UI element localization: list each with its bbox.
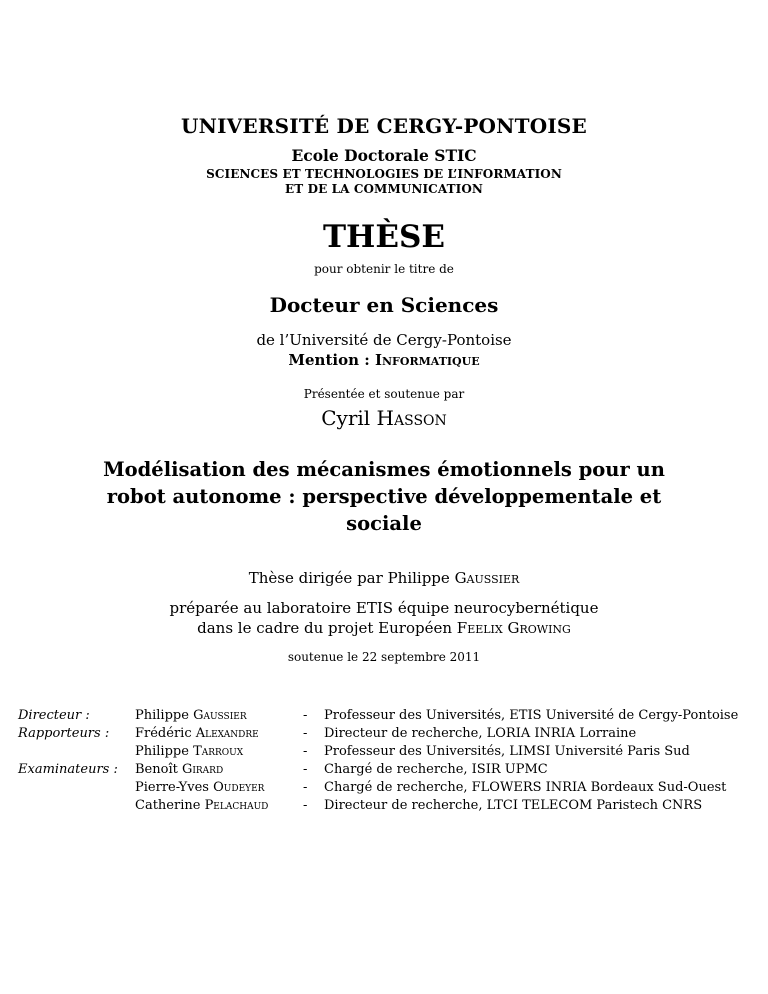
doctoral-school: Ecole Doctorale STIC (291, 146, 477, 165)
defense-date: soutenue le 22 septembre 2011 (287, 650, 481, 664)
directed-by-prefix: Thèse dirigée par Philippe (248, 569, 455, 587)
author-name (0, 406, 768, 430)
jury-role: Directeur : (18, 708, 90, 723)
jury-name: Benoît Girard (135, 762, 224, 777)
jury-name: Frédéric Alexandre (135, 726, 259, 741)
thesis-heading: THÈSE (322, 219, 445, 255)
mention-value: Informatique (374, 351, 480, 369)
jury-role: Examinateurs : (18, 762, 118, 777)
university-name: UNIVERSITÉ DE CERGY-PONTOISE (180, 114, 588, 138)
directed-by (0, 569, 768, 587)
degree-title: Docteur en Sciences (269, 293, 499, 317)
school-description-line-1: SCIENCES ET TECHNOLOGIES DE L’INFORMATION (206, 167, 562, 181)
degree-university: de l’Université de Cergy-Pontoise (256, 331, 512, 349)
jury-name: Pierre-Yves Oudeyer (135, 780, 265, 795)
jury-dash: - (303, 744, 308, 759)
prepared-at: préparée au laboratoire ETIS équipe neurocybernétique (169, 599, 599, 617)
jury-affiliation: Chargé de recherche, FLOWERS INRIA Bordeaux Sud-Ouest (324, 780, 727, 795)
jury-dash: - (303, 726, 308, 741)
jury-name: Catherine Pelachaud (135, 798, 269, 813)
mention (0, 351, 768, 369)
project-name: Feelix Growing (456, 619, 571, 637)
jury-dash: - (303, 780, 308, 795)
thesis-title: Modélisation des mécanismes émotionnels pour un robot autonome : perspective développementale et sociale (103, 458, 665, 535)
school-description-line-2: ET DE LA COMMUNICATION (285, 182, 483, 196)
presented-by: Présentée et soutenue par (303, 387, 465, 401)
jury-affiliation: Chargé de recherche, ISIR UPMC (324, 762, 548, 777)
jury-role: Rapporteurs : (18, 726, 110, 741)
jury-dash: - (303, 708, 308, 723)
jury-affiliation: Directeur de recherche, LORIA INRIA Lorraine (324, 726, 637, 741)
director-last-name: Gaussier (454, 569, 520, 587)
jury-dash: - (303, 762, 308, 777)
jury-name: Philippe Tarroux (135, 744, 244, 759)
jury-affiliation: Directeur de recherche, LTCI TELECOM Paristech CNRS (324, 798, 703, 813)
author-first-name: Cyril (321, 406, 377, 430)
project-line (0, 619, 768, 637)
jury-name: Philippe Gaussier (135, 708, 247, 723)
project-prefix: dans le cadre du projet Européen (197, 619, 457, 637)
mention-label: Mention : (288, 351, 375, 369)
degree-intro: pour obtenir le titre de (314, 262, 454, 276)
author-last-name: Hasson (376, 406, 447, 430)
jury-dash: - (303, 798, 308, 813)
jury-affiliation: Professeur des Universités, LIMSI Université Paris Sud (324, 744, 690, 759)
jury-affiliation: Professeur des Universités, ETIS Université de Cergy-Pontoise (324, 708, 739, 723)
